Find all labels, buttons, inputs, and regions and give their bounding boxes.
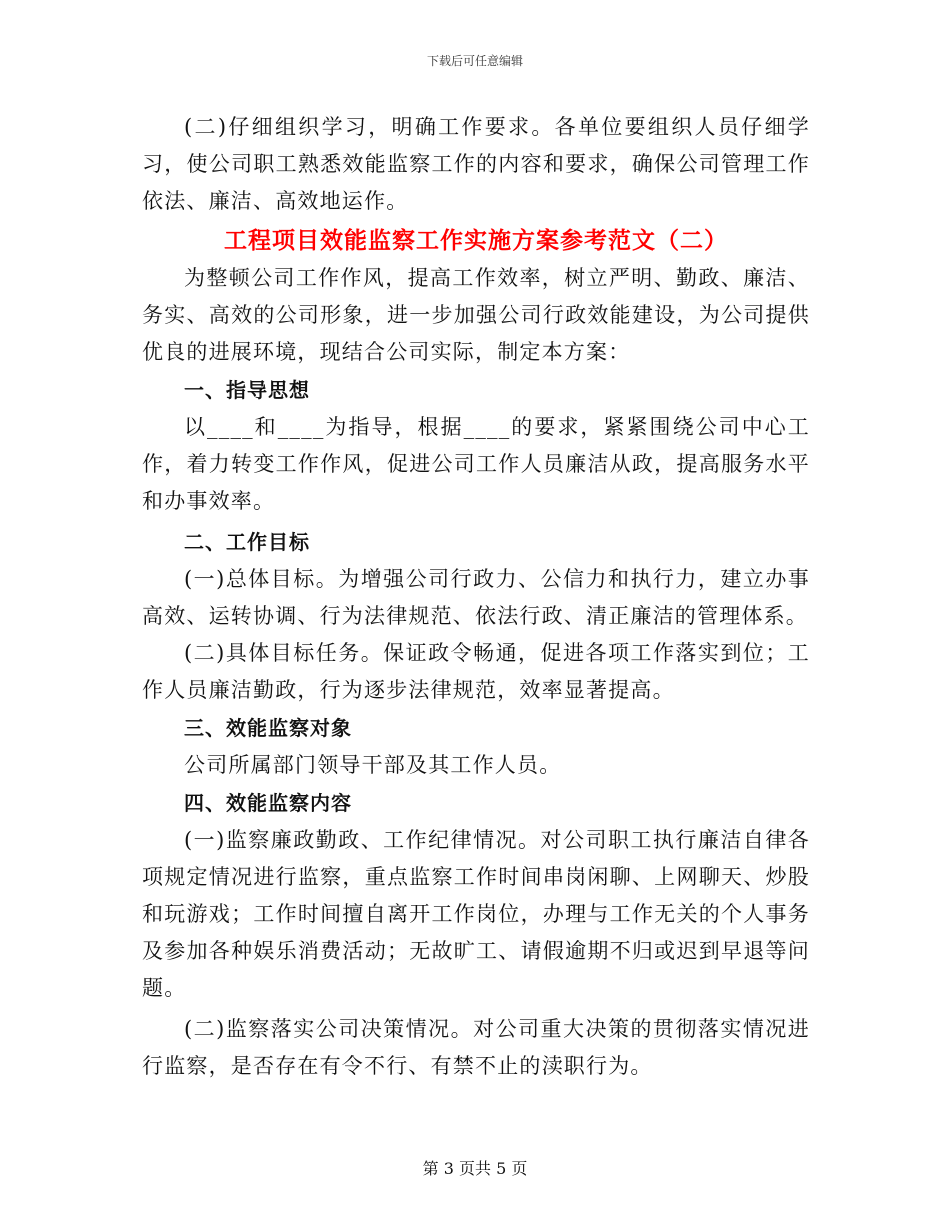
page-header: 下载后可任意编辑 [426,54,523,68]
section-heading-guiding-ideology: 一、指导思想 [184,378,310,402]
page-number: 第 3 页共 5 页 [422,1159,528,1178]
guiding-ideology-paragraph: 以____和____为指导，根据____的要求，紧紧围绕公司中心工作，着力转变工作作风，促进公司工作人员廉洁从政，提高服务水平和办事效率。 [142,415,810,513]
intro-paragraph: (二)仔细组织学习，明确工作要求。各单位要组织人员仔细学习，使公司职工熟悉效能监察工作的内容和要求，确保公司管理工作依法、廉洁、高效地运作。 [142,115,810,213]
document-body [142,109,810,1085]
discipline-supervision-paragraph: (一)监察廉政勤政、工作纪律情况。对公司职工执行廉洁自律各项规定情况进行监察，重点监察工作时间串岗闲聊、上网聊天、炒股和玩游戏；工作时间擅自离开工作岗位，办理与工作无关的个人事务及参加各种娱乐消费活动；无故旷工、请假逾期不归或迟到早退等问题。 [142,828,810,1000]
section-heading-supervision-targets: 三、效能监察对象 [184,716,352,740]
overall-goal-paragraph: (一)总体目标。为增强公司行政力、公信力和执行力，建立办事高效、运转协调、行为法律规范、依法行政、清正廉洁的管理体系。 [142,567,810,628]
specific-goal-paragraph: (二)具体目标任务。保证政令畅通，促进各项工作落实到位；工作人员廉洁勤政，行为逐步法律规范，效率显著提高。 [142,641,810,702]
decision-supervision-paragraph: (二)监察落实公司决策情况。对公司重大决策的贯彻落实情况进行监察，是否存在有令不行、有禁不止的渎职行为。 [142,1017,810,1078]
supervision-targets-paragraph: 公司所属部门领导干部及其工作人员。 [184,753,562,777]
section-heading-work-goals: 二、工作目标 [184,530,310,554]
document-title: 工程项目效能监察工作实施方案参考范文（二） [224,227,728,254]
purpose-paragraph: 为整顿公司工作作风，提高工作效率，树立严明、勤政、廉洁、务实、高效的公司形象，进一步加强公司行政效能建设，为公司提供优良的进展环境，现结合公司实际，制定本方案： [142,266,810,364]
section-heading-supervision-content: 四、效能监察内容 [184,791,352,815]
